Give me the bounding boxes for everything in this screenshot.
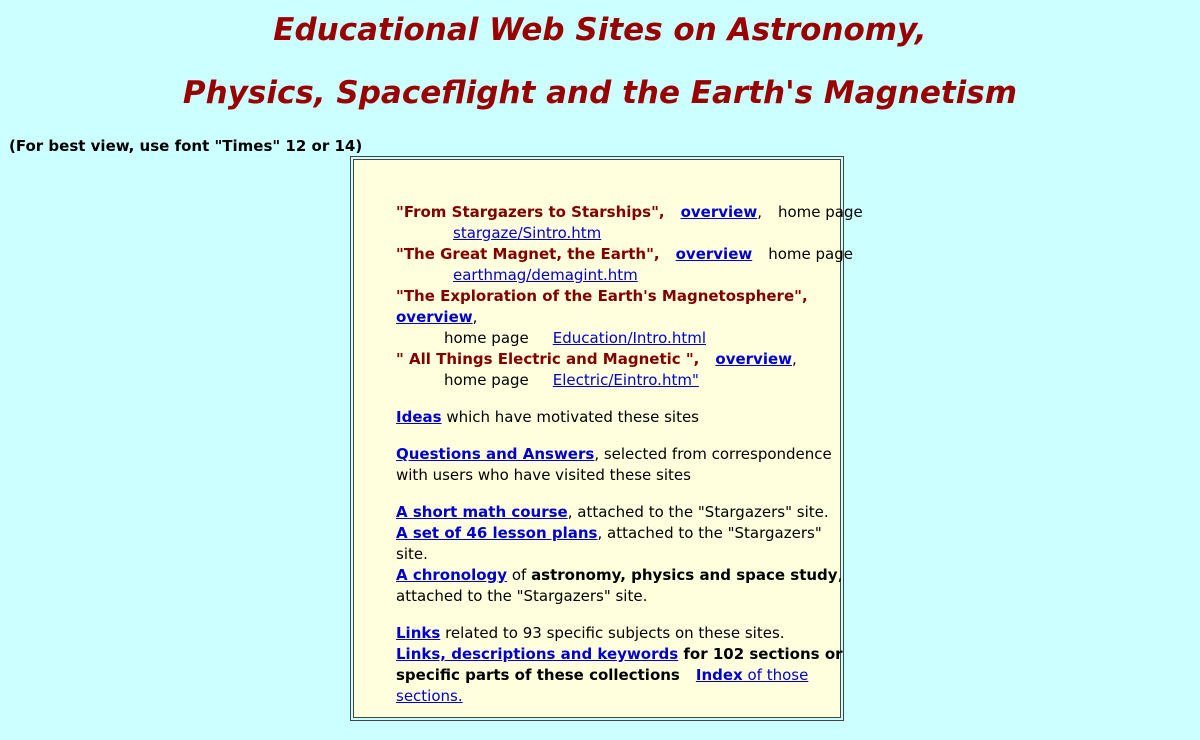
chronology-text-line-2: attached to the "Stargazers" site. (396, 587, 648, 605)
home-page-link[interactable]: Education/Intro.html (552, 329, 706, 347)
site-title: "The Exploration of the Earth's Magnetosphere", (396, 287, 808, 305)
descriptions-entry (396, 644, 846, 665)
index-link-after: of those (742, 666, 809, 684)
lesson-plans-link[interactable]: A set of 46 lesson plans (396, 524, 598, 542)
overview-link[interactable]: overview (715, 350, 792, 368)
home-page-link[interactable]: earthmag/demagint.htm (453, 266, 638, 284)
overview-line (396, 307, 846, 328)
math-entry (396, 502, 846, 523)
separator: , (472, 308, 478, 326)
site-entry-magnetosphere (396, 286, 846, 307)
separator: , (792, 350, 797, 368)
qa-link[interactable]: Questions and Answers (396, 445, 595, 463)
chronology-subjects: astronomy, physics and space study (531, 566, 838, 584)
home-link-line (396, 265, 846, 286)
site-title: "From Stargazers to Starships", (396, 203, 665, 221)
qa-text-line-2: with users who have visited these sites (396, 466, 691, 484)
links-entry (396, 623, 846, 644)
home-page-label: home page (777, 203, 863, 221)
links-text: related to 93 specific subjects on these sites. (440, 624, 785, 642)
index-link-continued[interactable]: sections. (396, 687, 463, 705)
overview-link[interactable]: overview (396, 308, 473, 326)
site-entry-great-magnet (396, 244, 853, 265)
home-link-line (396, 370, 846, 391)
lessons-text: , attached to the "Stargazers" (597, 524, 822, 542)
links-link[interactable]: Links (396, 624, 441, 642)
content-area (396, 202, 863, 707)
home-link-line (396, 328, 846, 349)
descriptions-link[interactable]: Links, descriptions and keywords (396, 645, 679, 663)
home-page-link[interactable]: Electric/Eintro.htm" (552, 371, 699, 389)
descriptions-line-3 (396, 686, 846, 707)
chronology-link[interactable]: A chronology (396, 566, 508, 584)
math-course-link[interactable]: A short math course (396, 503, 568, 521)
content-box (350, 156, 863, 721)
site-title: " All Things Electric and Magnetic ", (396, 350, 700, 368)
qa-text: , selected from correspondence (594, 445, 832, 463)
home-page-link[interactable]: stargaze/Sintro.htm (453, 224, 602, 242)
chronology-comma: , (837, 566, 843, 584)
math-text: , attached to the "Stargazers" site. (567, 503, 829, 521)
ideas-text: which have motivated these sites (441, 408, 699, 426)
qa-entry (396, 444, 846, 465)
ideas-entry (396, 407, 846, 428)
chronology-text-of: of (507, 566, 532, 584)
overview-link[interactable]: overview (680, 203, 758, 221)
descriptions-line-2 (396, 665, 846, 686)
home-link-line (396, 223, 846, 244)
chronology-entry (396, 565, 846, 586)
font-note: (For best view, use font "Times" 12 or 14) (9, 137, 363, 155)
index-link[interactable] (696, 666, 808, 684)
content-box-inner (353, 159, 863, 718)
home-page-label: home page (768, 245, 853, 263)
descriptions-text-2: specific parts of these collections (396, 666, 680, 684)
page-title-line-2: Physics, Spaceflight and the Earth's Magnetism (182, 75, 1018, 111)
site-title: "The Great Magnet, the Earth", (396, 245, 660, 263)
site-entry-stargazers (396, 202, 863, 223)
site-entry-electric (396, 349, 846, 370)
separator: , (757, 203, 762, 221)
index-link-label: Index (695, 666, 743, 684)
descriptions-text: for 102 sections or (678, 645, 843, 663)
lessons-entry (396, 523, 846, 544)
home-page-label: home page (444, 371, 529, 389)
lessons-text-line-2: site. (396, 545, 428, 563)
overview-link[interactable]: overview (675, 245, 753, 263)
home-page-label: home page (444, 329, 529, 347)
ideas-link[interactable]: Ideas (396, 408, 442, 426)
page-title-line-1: Educational Web Sites on Astronomy, (273, 12, 927, 48)
